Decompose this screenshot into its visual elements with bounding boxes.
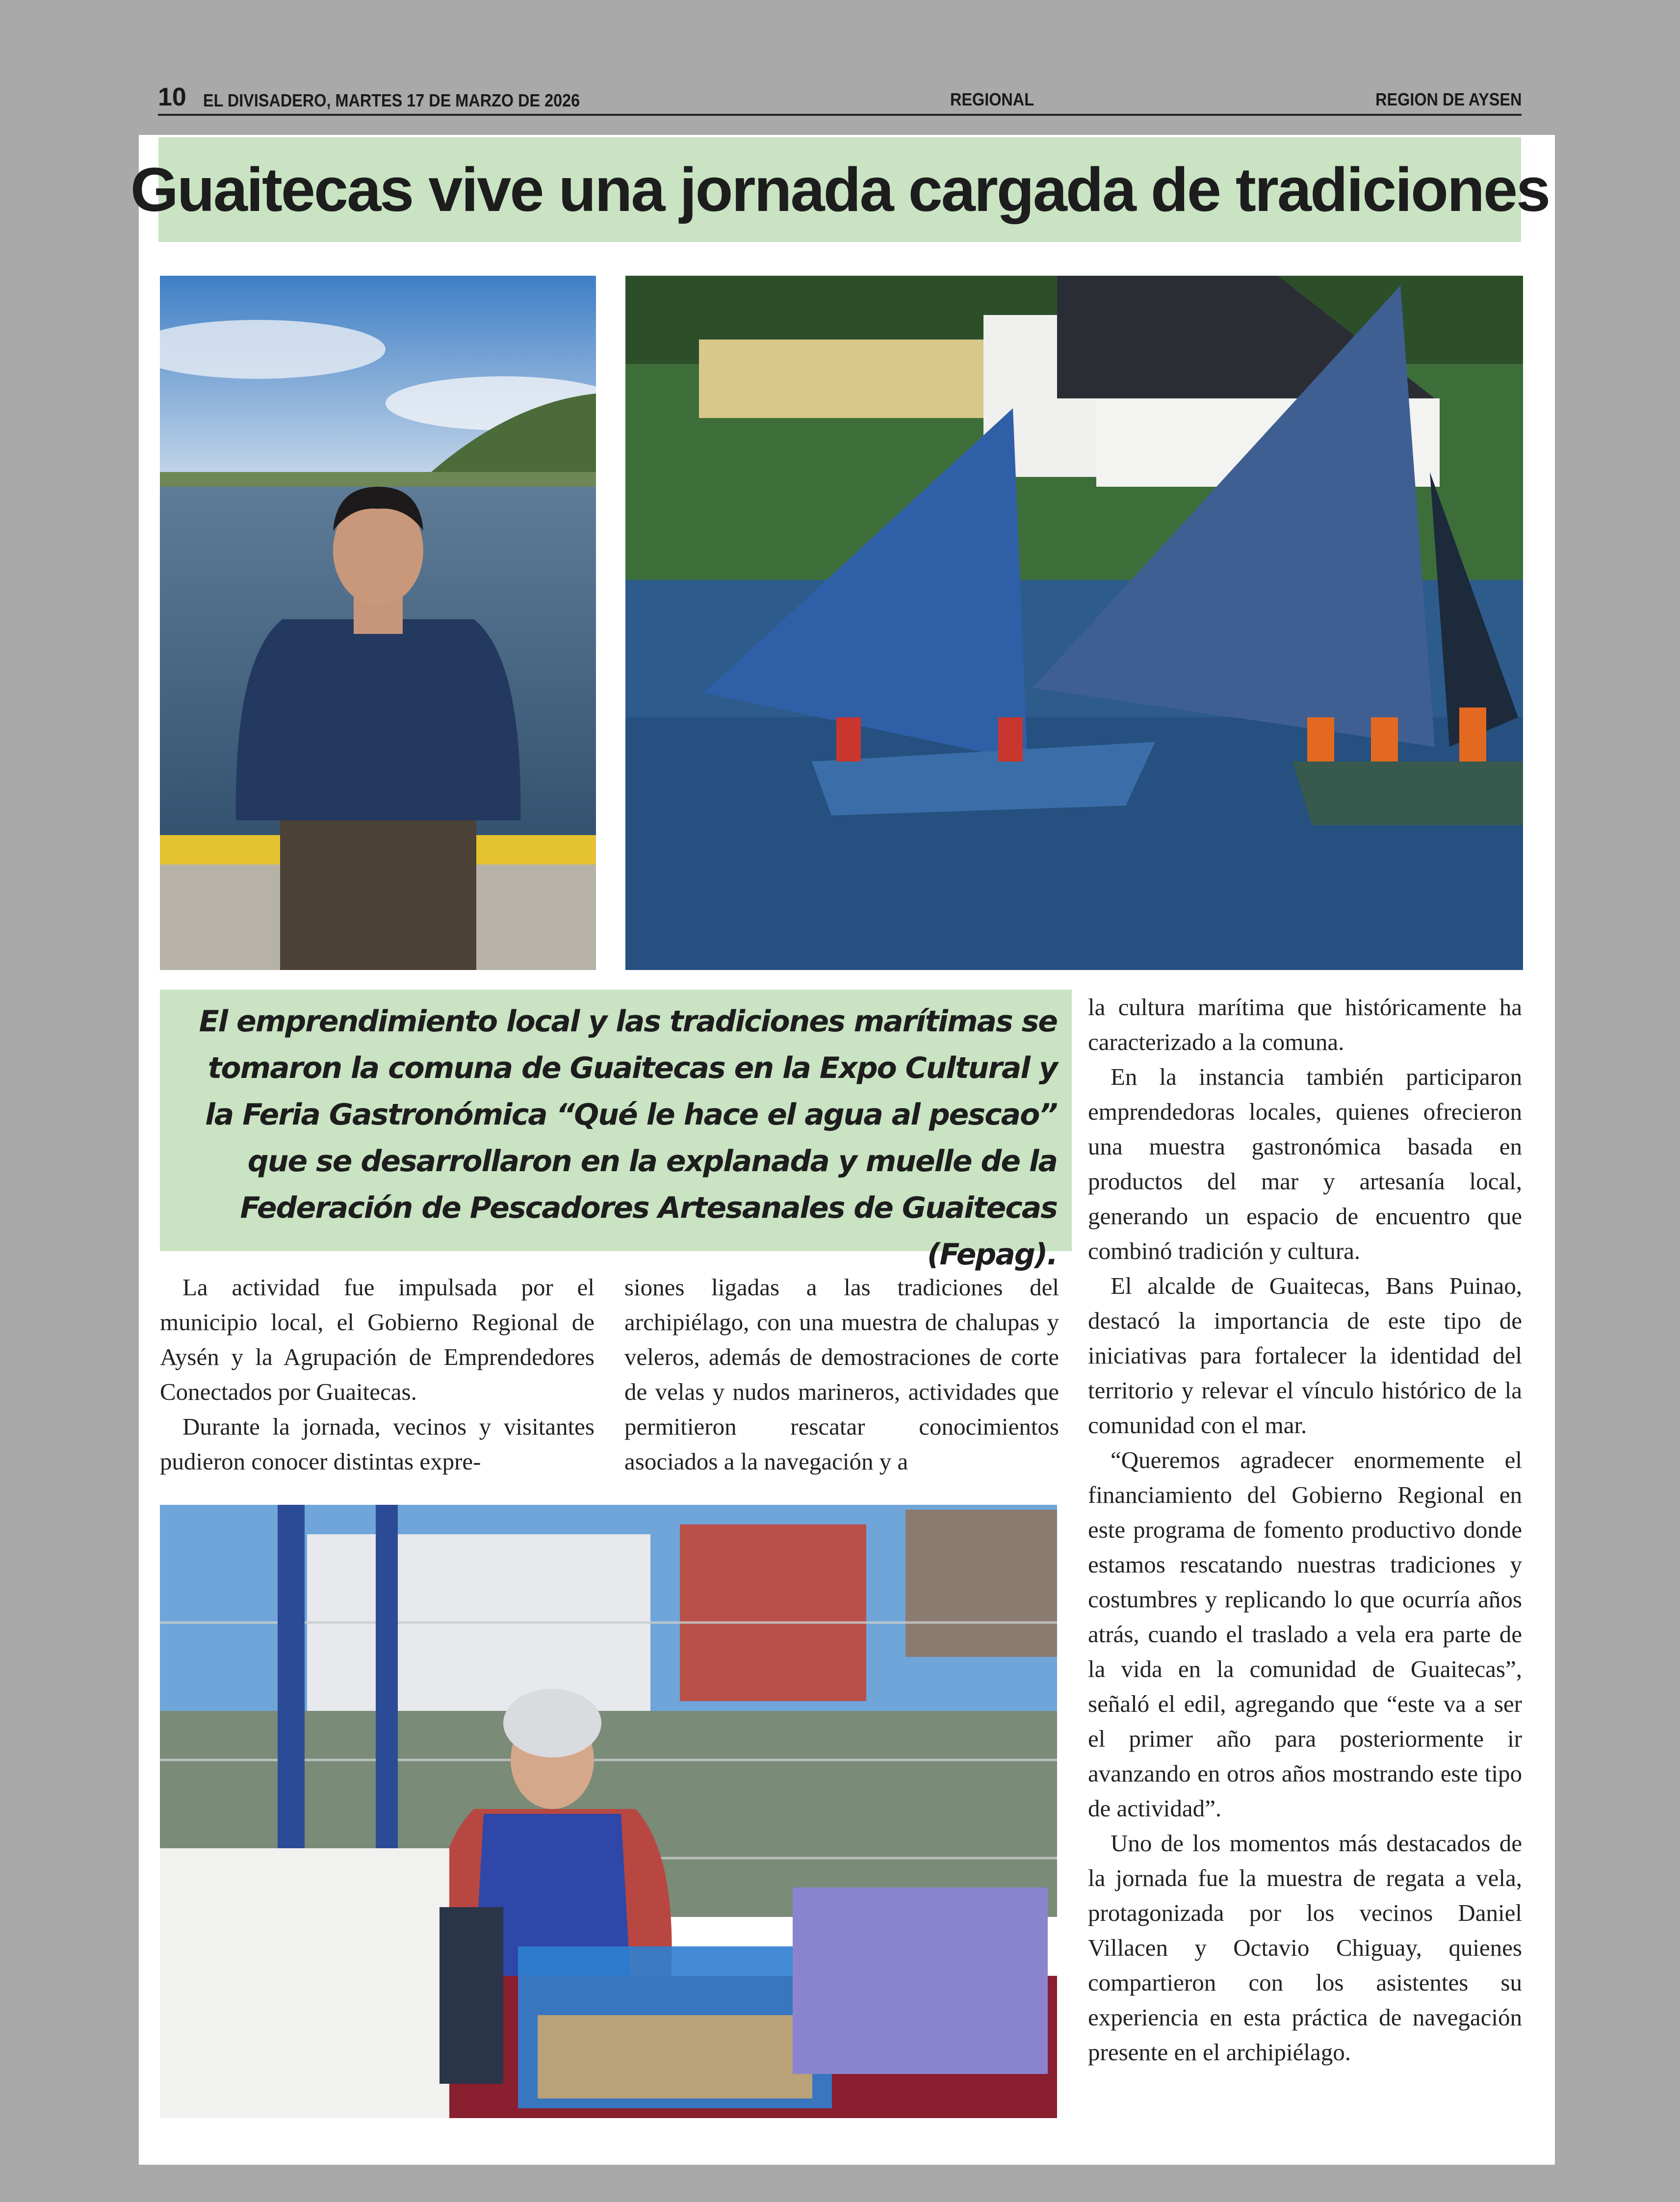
- paragraph: La actividad fue impulsada por el municipio local, el Gobierno Regional de Aysén y la Agrupación de Emprendedores Conectados por Guaitecas.: [160, 1274, 594, 1405]
- page-number: 10: [158, 83, 186, 111]
- article-lead: El emprendimiento local y las tradiciones marítimas se tomaron la comuna de Guaitecas en la Expo Cultural y la Feria Gastronómica “Qué le hace el agua al pescao” que se desarrollaron en la explanada y muelle de la Federación de Pescadores Artesanales de Guaitecas (Fepag).: [160, 990, 1072, 1251]
- paragraph: “Queremos agradecer enormemente el financiamiento del Gobierno Regional en este programa de fomento productivo donde estamos rescatando nuestras tradiciones y costumbres y replicando lo que ocurría años atrás, cuando el traslado a vela era parte de la vida en la comunidad de Guaitecas”, señaló el edil, agregando que “este va a ser el primer año para posteriormente ir avanzando en otros años mostrando este tipo de actividad”.: [1088, 1446, 1522, 1822]
- article-headline: Guaitecas vive una jornada cargada de tradiciones: [158, 137, 1521, 242]
- photo-food-fair-vendor: [160, 1505, 1057, 2118]
- photo-sailboat-regatta: [625, 276, 1523, 970]
- paragraph: Durante la jornada, vecinos y visitantes pudieron conocer distintas expre-: [160, 1413, 594, 1475]
- running-header: [158, 82, 1522, 116]
- newspaper-name-date: EL DIVISADERO, MARTES 17 DE MARZO DE 2026: [203, 90, 580, 110]
- body-column-2: [624, 1270, 1059, 1479]
- paragraph: El alcalde de Guaitecas, Bans Puinao, destacó la importancia de este tipo de iniciativas para fortalecer la identidad del territorio y relevar el vínculo histórico de la comunidad con el mar.: [1088, 1272, 1522, 1439]
- region-label: REGION DE AYSEN: [1375, 89, 1522, 109]
- paragraph: En la instancia también participaron emprendedoras locales, quienes ofrecieron una muestra gastronómica basada en productos del mar y artesanía local, generando un espacio de encuentro que combinó tradición y cultura.: [1088, 1063, 1522, 1264]
- body-column-1: [160, 1270, 594, 1479]
- body-column-3: [1088, 990, 1522, 2070]
- section-label: REGIONAL: [950, 89, 1034, 109]
- paragraph: siones ligadas a las tradiciones del archipiélago, con una muestra de chalupas y veleros, además de demostraciones de corte de velas y nudos marineros, actividades que permitieron rescatar conocimientos asociados a la navegación y a: [624, 1274, 1059, 1475]
- paragraph: la cultura marítima que históricamente ha caracterizado a la comuna.: [1088, 994, 1522, 1055]
- photo-official-at-pier: [160, 276, 596, 970]
- paragraph: Uno de los momentos más destacados de la jornada fue la muestra de regata a vela, protagonizada por los vecinos Daniel Villacen y Octavio Chiguay, quienes compartieron con los asistentes su experiencia en esta práctica de navegación presente en el archipiélago.: [1088, 1830, 1522, 2066]
- page-sheet: [130, 135, 1555, 2165]
